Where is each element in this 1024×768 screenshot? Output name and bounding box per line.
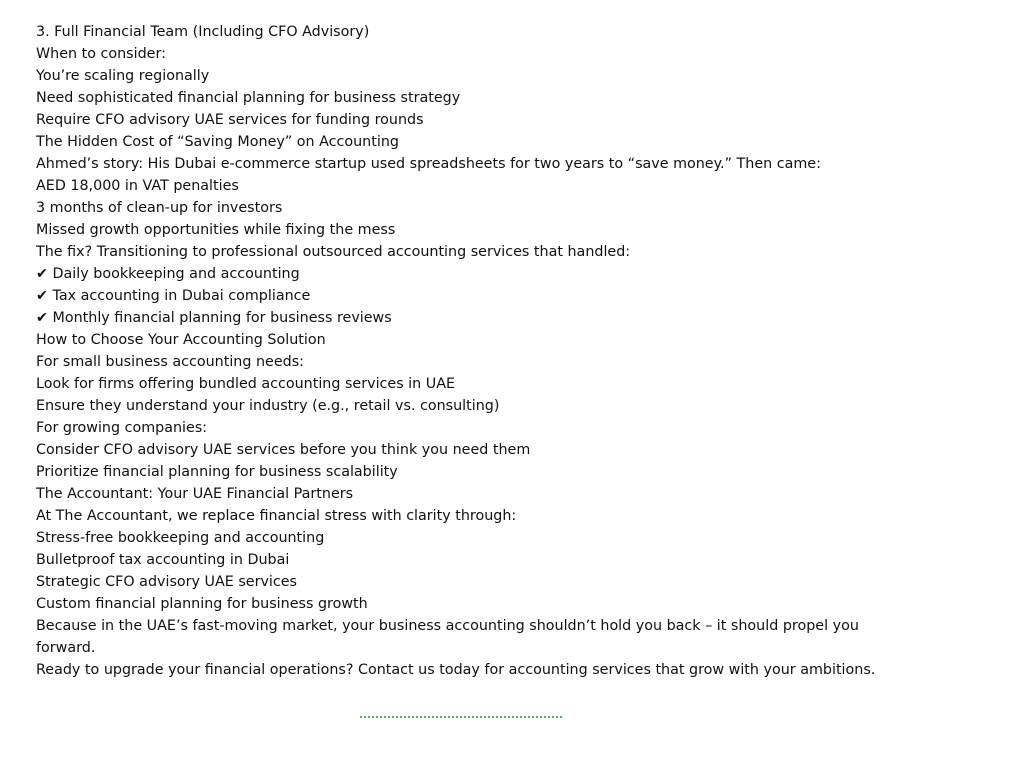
section-heading-how-to-choose: How to Choose Your Accounting Solution [36, 332, 326, 348]
paragraph-ahmeds-story: Ahmed’s story: His Dubai e-commerce startup used spreadsheets for two years to “save money.” Then came: [36, 156, 821, 172]
checklist-item: ✔ Tax accounting in Dubai compliance [36, 288, 311, 304]
article-body [36, 21, 906, 681]
list-item: Custom financial planning for business growth [36, 596, 368, 612]
paragraph-call-to-action: Ready to upgrade your financial operations? Contact us today for accounting services that grow with your ambitions. [36, 662, 876, 678]
list-item: Ensure they understand your industry (e.g., retail vs. consulting) [36, 398, 500, 414]
list-item: AED 18,000 in VAT penalties [36, 178, 239, 194]
subheading-when-to-consider: When to consider: [36, 46, 166, 62]
list-item: Consider CFO advisory UAE services before you think you need them [36, 442, 531, 458]
list-item: Need sophisticated financial planning for business strategy [36, 90, 461, 106]
checklist-item: ✔ Monthly financial planning for business reviews [36, 310, 392, 326]
checklist-item: ✔ Daily bookkeeping and accounting [36, 266, 300, 282]
subheading-small-business: For small business accounting needs: [36, 354, 304, 370]
list-item: Strategic CFO advisory UAE services [36, 574, 298, 590]
list-item: Stress-free bookkeeping and accounting [36, 530, 325, 546]
paragraph-uae-market: Because in the UAE’s fast-moving market, your business accounting shouldn’t hold you back – it should propel you forward. [36, 618, 859, 656]
list-item: Bulletproof tax accounting in Dubai [36, 552, 290, 568]
list-item: Missed growth opportunities while fixing the mess [36, 222, 396, 238]
list-item: Require CFO advisory UAE services for funding rounds [36, 112, 424, 128]
paragraph-intro: At The Accountant, we replace financial stress with clarity through: [36, 508, 517, 524]
section-heading-full-financial-team: 3. Full Financial Team (Including CFO Advisory) [36, 24, 370, 40]
paragraph-the-fix: The fix? Transitioning to professional outsourced accounting services that handled: [36, 244, 631, 260]
list-item: 3 months of clean-up for investors [36, 200, 283, 216]
subheading-growing-companies: For growing companies: [36, 420, 208, 436]
list-item: Look for firms offering bundled accounting services in UAE [36, 376, 456, 392]
list-item: You’re scaling regionally [36, 68, 210, 84]
list-item: Prioritize financial planning for business scalability [36, 464, 398, 480]
section-heading-hidden-cost: The Hidden Cost of “Saving Money” on Accounting [36, 134, 399, 150]
dotted-divider [360, 716, 562, 718]
section-heading-the-accountant: The Accountant: Your UAE Financial Partners [36, 486, 354, 502]
